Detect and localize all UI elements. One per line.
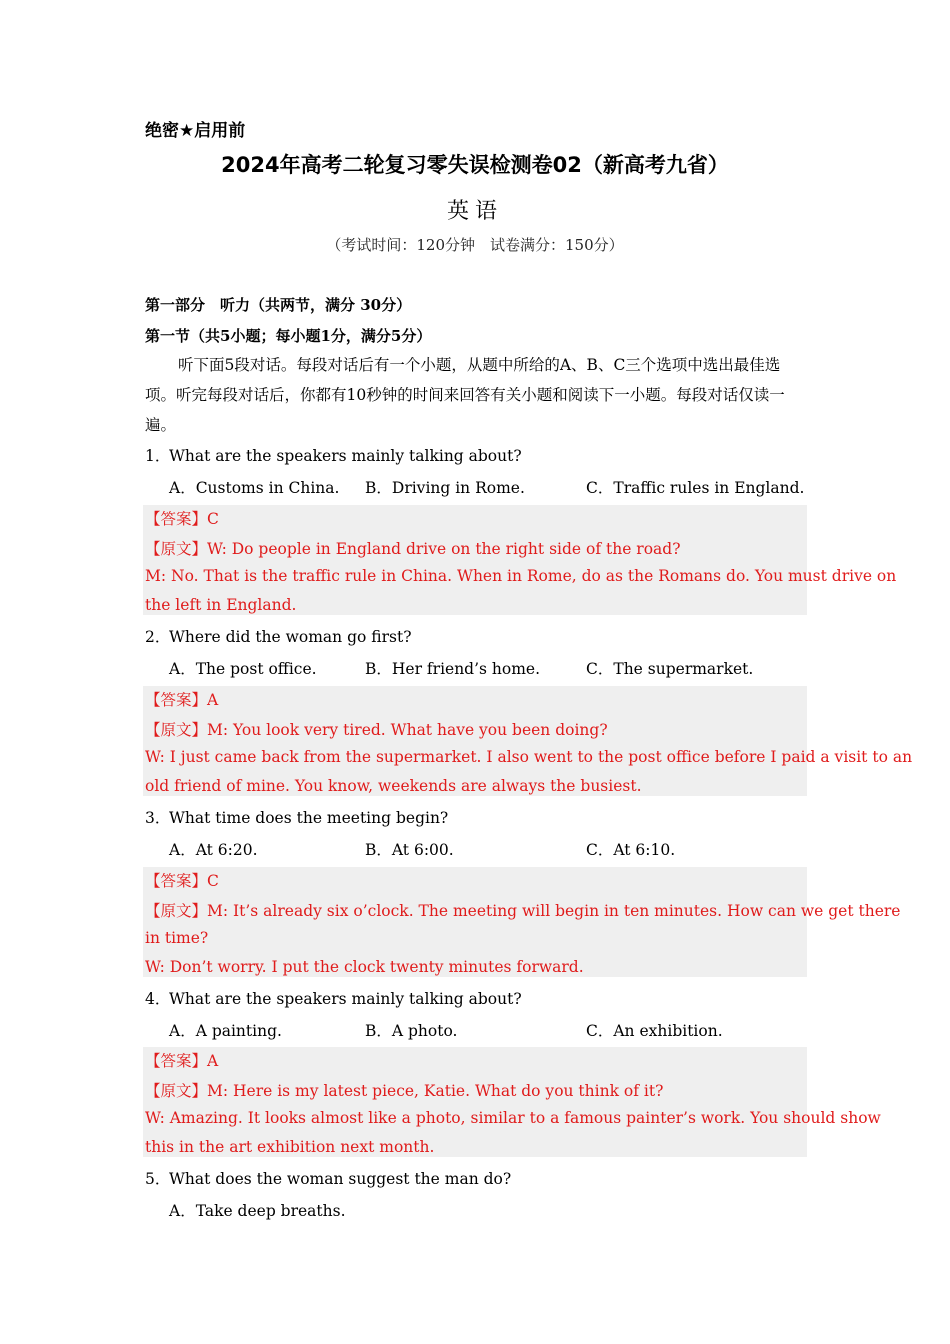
option-c: C．Traffic rules in England. <box>586 479 805 497</box>
option-a: A．Take deep breaths. <box>169 1202 346 1220</box>
option-a: A．A painting. <box>169 1022 282 1040</box>
script-line: M: No. That is the traffic rule in China. When in Rome, do as the Romans do. You must drive on <box>145 567 897 585</box>
option-b: B．At 6:00. <box>365 841 454 859</box>
question-4 <box>145 987 522 1009</box>
question-number: 1． <box>145 447 171 465</box>
question-2 <box>145 625 412 647</box>
option-c: C．An exhibition. <box>586 1022 723 1040</box>
answer: 【答案】A <box>145 691 219 709</box>
answer: 【答案】C <box>145 872 219 890</box>
section1-title: 第一节（共5小题；每小题1分，满分5分） <box>145 327 432 345</box>
exam-info: （考试时间：120分钟 试卷满分：150分） <box>326 236 624 254</box>
question-text: What are the speakers mainly talking about? <box>169 990 522 1008</box>
question-number: 4． <box>145 990 171 1008</box>
script-line: W: Amazing. It looks almost like a photo, similar to a famous painter’s work. You should show <box>145 1109 881 1127</box>
part1-title: 第一部分 听力（共两节，满分 30分） <box>145 296 412 314</box>
option-a: A．Customs in China. <box>169 479 340 497</box>
option-c: C．At 6:10. <box>586 841 676 859</box>
exam-title: 2024年高考二轮复习零失误检测卷02（新高考九省） <box>221 153 729 177</box>
option-a: A．The post office. <box>169 660 317 678</box>
question-number: 2． <box>145 628 171 646</box>
script-line: 【原文】M: It’s already six o’clock. The meeting will begin in ten minutes. How can we get there <box>145 902 901 920</box>
option-b: B．A photo. <box>365 1022 458 1040</box>
script-line: W: Don’t worry. I put the clock twenty minutes forward. <box>145 958 584 976</box>
question-text: What does the woman suggest the man do? <box>169 1170 512 1188</box>
script-line: in time? <box>145 929 209 947</box>
instructions-text: 听下面5段对话。每段对话后有一个小题，从题中所给的A、B、C三个选项中选出最佳选项。听完每段对话后，你都有10秒钟的时间来回答有关小题和阅读下一小题。每段对话仅读一遍。 <box>145 356 785 434</box>
script-line: the left in England. <box>145 596 297 614</box>
script-line: 【原文】M: You look very tired. What have you been doing? <box>145 721 608 739</box>
option-b: B．Her friend’s home. <box>365 660 541 678</box>
confidential-label: 绝密★启用前 <box>145 121 246 141</box>
question-number: 5． <box>145 1170 171 1188</box>
script-line: old friend of mine. You know, weekends are always the busiest. <box>145 777 642 795</box>
question-text: What are the speakers mainly talking about? <box>169 447 522 465</box>
subject-heading: 英语 <box>446 199 503 224</box>
script-line: 【原文】W: Do people in England drive on the right side of the road? <box>145 540 681 558</box>
answer: 【答案】A <box>145 1052 219 1070</box>
question-1 <box>145 444 522 466</box>
script-line: W: I just came back from the supermarket. I also went to the post office before I paid a visit to an <box>145 748 913 766</box>
option-c: C．The supermarket. <box>586 660 754 678</box>
answer: 【答案】C <box>145 510 219 528</box>
question-number: 3． <box>145 809 171 827</box>
script-line: 【原文】M: Here is my latest piece, Katie. What do you think of it? <box>145 1082 664 1100</box>
script-line: this in the art exhibition next month. <box>145 1138 435 1156</box>
question-text: Where did the woman go first? <box>169 628 412 646</box>
question-5 <box>145 1167 511 1189</box>
question-3 <box>145 806 448 828</box>
option-b: B．Driving in Rome. <box>365 479 525 497</box>
question-text: What time does the meeting begin? <box>169 809 449 827</box>
instructions <box>145 350 807 440</box>
option-a: A．At 6:20. <box>169 841 258 859</box>
